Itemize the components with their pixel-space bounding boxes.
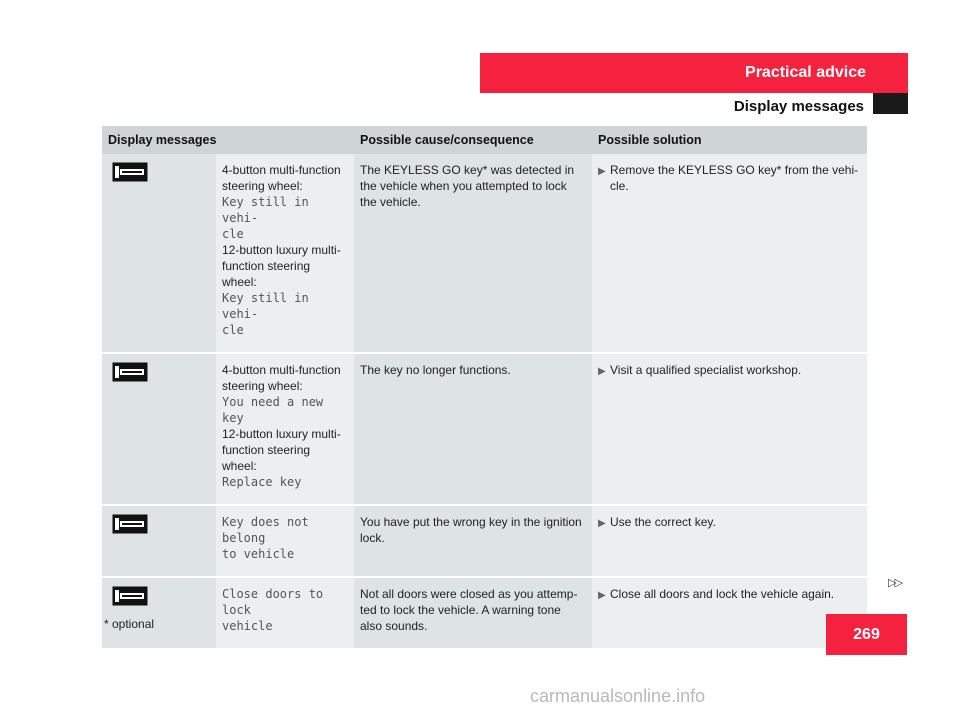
message-cell: [216, 353, 354, 505]
column-header-display-messages: Display messages: [102, 126, 354, 154]
display-message-text: Key still in vehi-: [222, 195, 309, 225]
key-icon: [112, 514, 148, 534]
bullet-arrow-icon: ▶: [598, 366, 606, 377]
display-message-text: cle: [222, 323, 244, 337]
section-banner: [480, 53, 908, 93]
solution-item: [598, 586, 861, 604]
display-message-text: Key does not belong: [222, 515, 309, 545]
display-message-text: Key still in vehi-: [222, 291, 309, 321]
solution-text: Close all doors and lock the vehicle again.: [610, 587, 835, 601]
table-row: [102, 154, 867, 353]
cause-cell: The KEYLESS GO key* was detected in the vehicle when you attempted to lock the vehicle.: [354, 154, 592, 353]
bullet-arrow-icon: ▶: [598, 590, 606, 601]
bullet-arrow-icon: ▶: [598, 518, 606, 529]
display-message-text: vehicle: [222, 619, 273, 633]
footnote: * optional: [104, 617, 155, 631]
steering-wheel-label: 4-button multi-function steering wheel:: [222, 363, 341, 393]
display-message-text: to vehicle: [222, 547, 295, 561]
solution-item: [598, 162, 861, 194]
page-number: 269: [853, 625, 880, 643]
icon-cell: [102, 505, 216, 577]
section-title: Practical advice: [745, 64, 866, 81]
page-number-box: [826, 614, 907, 655]
cause-cell: Not all doors were closed as you attemp-ted to lock the vehicle. A warning tone also sounds.: [354, 577, 592, 648]
key-icon: [112, 362, 148, 382]
icon-cell: [102, 154, 216, 353]
table-row: [102, 577, 867, 648]
solution-cell: [592, 505, 867, 577]
watermark: carmanualsonline.info: [530, 686, 706, 706]
solution-text: Visit a qualified specialist workshop.: [610, 363, 802, 377]
steering-wheel-label: 4-button multi-function steering wheel:: [222, 163, 341, 193]
display-message-text: Close doors to lock: [222, 587, 324, 617]
icon-cell: [102, 577, 216, 648]
steering-wheel-label: 12-button luxury multi-function steering wheel:: [222, 243, 341, 289]
steering-wheel-label: 12-button luxury multi-function steering wheel:: [222, 427, 341, 473]
display-messages-table: [102, 126, 867, 648]
continued-arrows-icon: ▷▷: [888, 577, 901, 589]
icon-cell: [102, 353, 216, 505]
solution-text: Use the correct key.: [610, 515, 716, 529]
message-cell: [216, 505, 354, 577]
message-cell: [216, 154, 354, 353]
corner-marker: [873, 93, 908, 114]
key-icon: [112, 162, 148, 182]
message-cell: [216, 577, 354, 648]
display-message-text: cle: [222, 227, 244, 241]
subsection-title: Display messages: [733, 98, 864, 115]
solution-text: Remove the KEYLESS GO key* from the vehi-cle.: [610, 163, 859, 193]
cause-cell: The key no longer functions.: [354, 353, 592, 505]
cause-cell: You have put the wrong key in the ignition lock.: [354, 505, 592, 577]
column-header-cause: Possible cause/consequence: [354, 126, 592, 154]
display-message-text: Replace key: [222, 475, 302, 489]
solution-item: [598, 362, 861, 380]
solution-cell: [592, 154, 867, 353]
table-row: [102, 353, 867, 505]
solution-item: [598, 514, 861, 532]
display-message-text: You need a new key: [222, 395, 324, 425]
column-header-solution: Possible solution: [592, 126, 867, 154]
bullet-arrow-icon: ▶: [598, 166, 606, 177]
solution-cell: [592, 353, 867, 505]
table-header-row: [102, 126, 867, 154]
table-row: [102, 505, 867, 577]
key-icon: [112, 586, 148, 606]
